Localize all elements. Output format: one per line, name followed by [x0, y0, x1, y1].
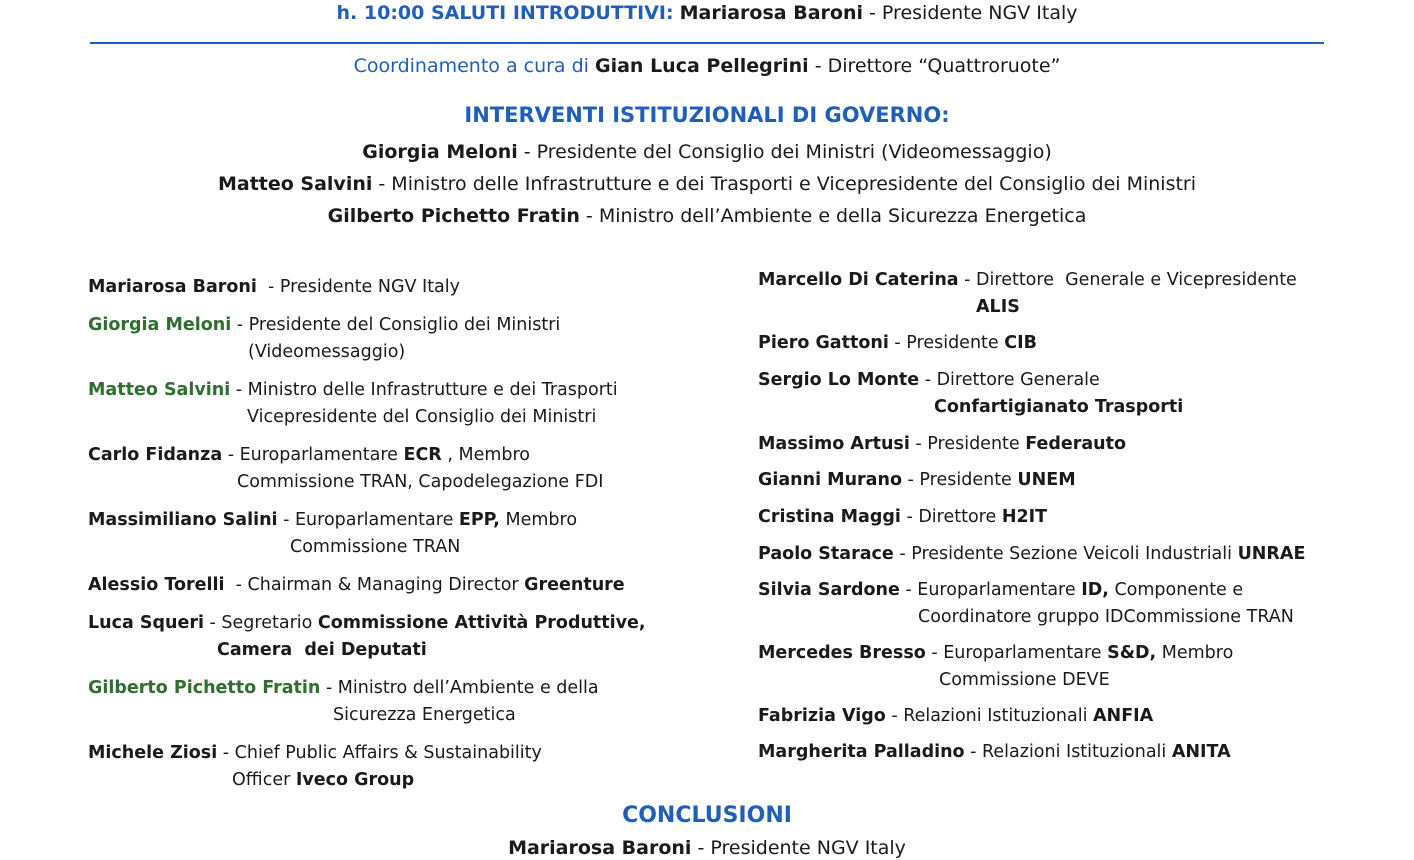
- speaker-name: Silvia Sardone: [758, 580, 900, 600]
- speaker-name: Mariarosa Baroni: [508, 837, 692, 859]
- speaker-role-continued: Sicurezza Energetica: [333, 705, 516, 725]
- speaker-organization: ANITA: [1171, 742, 1231, 762]
- government-speaker: [0, 173, 1414, 195]
- speaker-entry: [758, 330, 1305, 357]
- speaker-role: - Presidente: [888, 333, 1005, 353]
- speaker-role: Componente e: [1108, 580, 1244, 600]
- speaker-name: Mercedes Bresso: [758, 643, 926, 663]
- speaker-role: - Segretario: [203, 613, 318, 633]
- speaker-role: - Europarlamentare: [925, 643, 1108, 663]
- coordinator-name: Gian Luca Pellegrini: [595, 55, 809, 77]
- speaker-name: Massimiliano Salini: [88, 510, 278, 530]
- speaker-role: - Europarlamentare: [222, 445, 404, 465]
- speaker-organization: ANFIA: [1093, 706, 1154, 726]
- speaker-role: - Presidente NGV Italy: [256, 277, 461, 297]
- speaker-name: Giorgia Meloni: [362, 141, 518, 163]
- speaker-role: , Membro: [441, 445, 531, 465]
- intro-speaker-name: Mariarosa Baroni: [679, 2, 863, 24]
- speaker-role-continued: Commissione TRAN, Capodelegazione FDI: [237, 472, 604, 492]
- speaker-name: Gilberto Pichetto Fratin: [88, 678, 321, 698]
- government-heading: INTERVENTI ISTITUZIONALI DI GOVERNO:: [464, 103, 950, 127]
- speaker-name: Margherita Palladino: [758, 742, 965, 762]
- speaker-organization: UNEM: [1017, 470, 1076, 490]
- speaker-name: Giorgia Meloni: [88, 315, 232, 335]
- speaker-entry: [758, 703, 1305, 730]
- section-divider: [90, 42, 1324, 44]
- speaker-entry: [758, 504, 1305, 531]
- intro-speaker-role: - Presidente NGV Italy: [863, 2, 1078, 24]
- speaker-organization: Greenture: [524, 575, 625, 595]
- speaker-role-continued: (Videomessaggio): [248, 342, 406, 362]
- speaker-name: Paolo Starace: [758, 544, 894, 564]
- speaker-name: Mariarosa Baroni: [88, 277, 257, 297]
- speaker-entry: [88, 312, 646, 366]
- speaker-role: - Direttore Generale: [919, 370, 1100, 390]
- speaker-name: Matteo Salvini: [88, 380, 231, 400]
- speaker-role: - Presidente del Consiglio dei Ministri (Videomessaggio): [517, 141, 1052, 163]
- speaker-role: - Presidente Sezione Veicoli Industriali: [893, 544, 1238, 564]
- speaker-role: Membro: [1156, 643, 1234, 663]
- intro-line: [0, 2, 1414, 24]
- speaker-name: Sergio Lo Monte: [758, 370, 920, 390]
- speaker-role: - Chief Public Affairs & Sustainability: [217, 743, 542, 763]
- speaker-role-continued: Commissione DEVE: [939, 670, 1110, 690]
- speaker-entry: [88, 572, 646, 599]
- speaker-organization: ECR: [403, 445, 442, 465]
- speaker-role-continued: Vicepresidente del Consiglio dei Ministri: [247, 407, 597, 427]
- speaker-entry: [758, 577, 1305, 631]
- speaker-name: Alessio Torelli: [88, 575, 225, 595]
- speaker-organization: Commissione Attività Produttive,: [317, 613, 646, 633]
- speaker-organization: Confartigianato Trasporti: [934, 397, 1184, 417]
- government-speaker: [0, 141, 1414, 163]
- speaker-entry: [88, 740, 646, 794]
- speaker-name: Gianni Murano: [758, 470, 902, 490]
- speaker-role: - Chairman & Managing Director: [224, 575, 525, 595]
- speaker-entry: [88, 610, 646, 664]
- speaker-organization: H2IT: [1001, 507, 1048, 527]
- speaker-role: - Presidente: [909, 434, 1026, 454]
- speaker-entry: [88, 377, 646, 431]
- speaker-entry: [758, 739, 1305, 766]
- speaker-role: - Direttore: [900, 507, 1002, 527]
- speaker-entry: [88, 507, 646, 561]
- speaker-organization: S&D,: [1107, 643, 1157, 663]
- speaker-role: - Europarlamentare: [277, 510, 459, 530]
- speaker-role: - Direttore Generale e Vicepresidente: [958, 270, 1297, 290]
- speaker-organization: ID,: [1081, 580, 1109, 600]
- speaker-role: - Presidente: [901, 470, 1018, 490]
- speaker-role: - Ministro dell’Ambiente e della Sicurezza Energetica: [579, 205, 1087, 227]
- speaker-entry: [88, 675, 646, 729]
- speaker-name: Carlo Fidanza: [88, 445, 223, 465]
- conclusions-speaker: [0, 837, 1414, 859]
- speaker-role: - Ministro dell’Ambiente e della: [320, 678, 599, 698]
- speaker-organization: UNRAE: [1237, 544, 1306, 564]
- speaker-organization-continued: Camera dei Deputati: [217, 640, 427, 660]
- coordination-line: [0, 55, 1414, 77]
- speaker-role-continued: Coordinatore gruppo IDCommissione TRAN: [918, 607, 1294, 627]
- intro-time-label: h. 10:00 SALUTI INTRODUTTIVI:: [336, 2, 674, 24]
- speaker-entry: [758, 267, 1305, 321]
- speaker-name: Luca Squeri: [88, 613, 204, 633]
- coordinator-role: - Direttore “Quattroruote”: [808, 55, 1061, 77]
- speaker-role: - Presidente del Consiglio dei Ministri: [231, 315, 561, 335]
- speaker-role: - Relazioni Istituzionali: [885, 706, 1094, 726]
- speaker-name: Piero Gattoni: [758, 333, 889, 353]
- speaker-role: - Presidente NGV Italy: [691, 837, 906, 859]
- government-speaker: [0, 205, 1414, 227]
- speaker-role-continued: Commissione TRAN: [290, 537, 461, 557]
- conclusions-heading: CONCLUSIONI: [622, 803, 792, 828]
- speaker-entry: [758, 640, 1305, 694]
- speaker-name: Massimo Artusi: [758, 434, 910, 454]
- speaker-organization: EPP,: [458, 510, 500, 530]
- coordination-prefix: Coordinamento a cura di: [353, 55, 595, 77]
- speaker-name: Marcello Di Caterina: [758, 270, 959, 290]
- speaker-role: - Relazioni Istituzionali: [964, 742, 1172, 762]
- speaker-entry: [88, 274, 646, 301]
- speaker-entry: [88, 442, 646, 496]
- speaker-name: Matteo Salvini: [217, 173, 373, 195]
- speaker-role-continued: Officer: [232, 770, 296, 790]
- speaker-role: - Europarlamentare: [899, 580, 1082, 600]
- speaker-entry: [758, 467, 1305, 494]
- speaker-name: Michele Ziosi: [88, 743, 218, 763]
- speaker-role: Membro: [499, 510, 578, 530]
- speaker-entry: [758, 367, 1305, 421]
- speaker-organization: CIB: [1004, 333, 1037, 353]
- speaker-organization: Federauto: [1025, 434, 1127, 454]
- speaker-organization: ALIS: [976, 297, 1020, 317]
- speaker-role: - Ministro delle Infrastrutture e dei Trasporti: [230, 380, 618, 400]
- speaker-name: Gilberto Pichetto Fratin: [327, 205, 580, 227]
- speaker-role: - Ministro delle Infrastrutture e dei Trasporti e Vicepresidente del Consiglio dei Ministri: [372, 173, 1197, 195]
- speaker-organization: Iveco Group: [295, 770, 415, 790]
- speaker-name: Cristina Maggi: [758, 507, 901, 527]
- right-speaker-column: [758, 267, 1305, 766]
- speaker-entry: [758, 431, 1305, 458]
- left-speaker-column: [88, 274, 646, 794]
- speaker-entry: [758, 541, 1305, 568]
- speaker-name: Fabrizia Vigo: [758, 706, 886, 726]
